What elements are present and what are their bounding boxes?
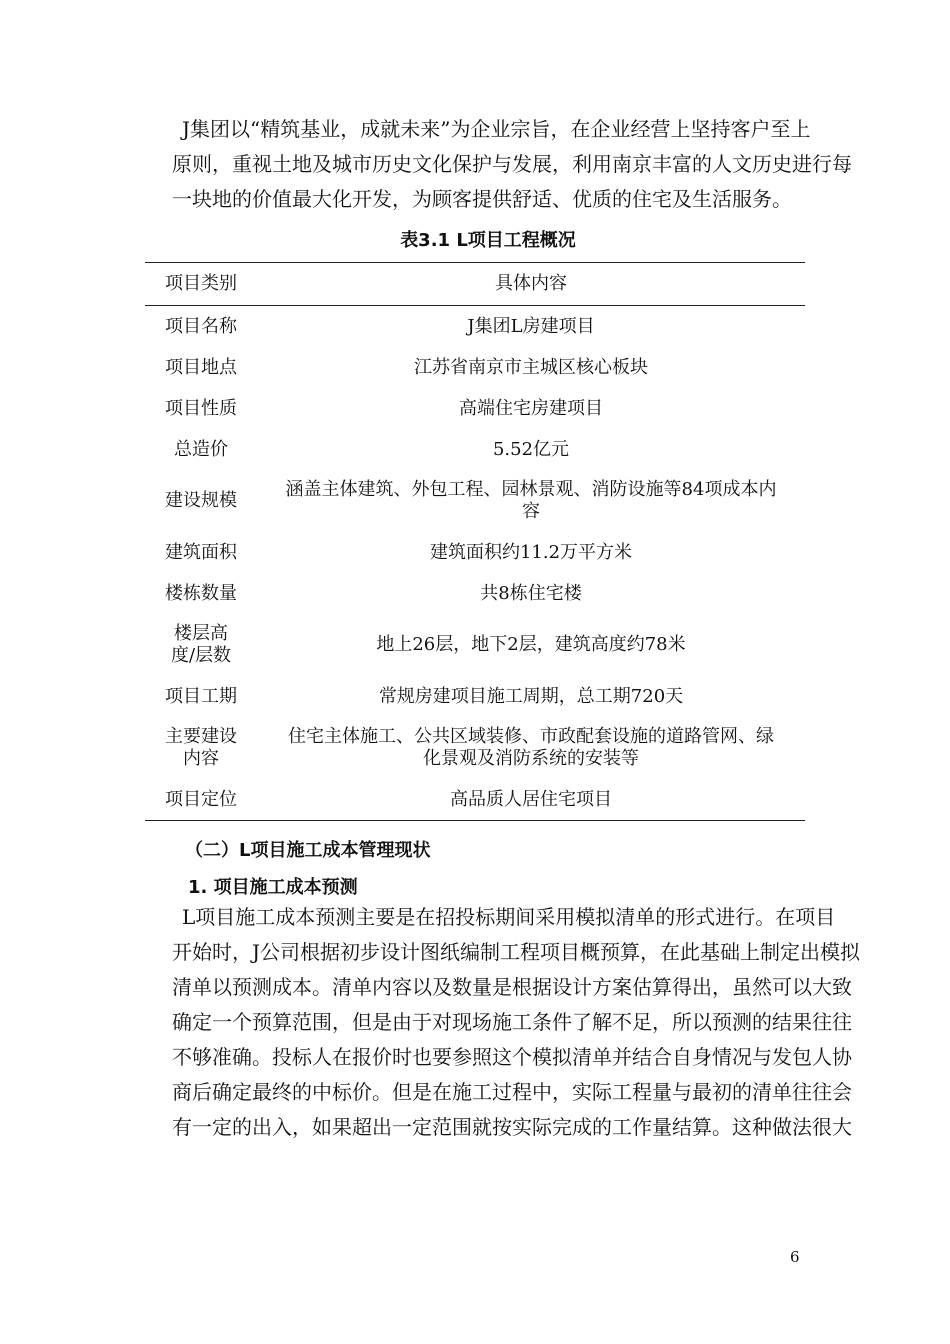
table-caption: 表3.1 L项目工程概况 <box>400 230 576 251</box>
table-bottom-rule <box>145 820 805 821</box>
row-content-line: 建筑面积约11.2万平方米 <box>429 541 633 563</box>
row-content <box>257 357 805 379</box>
row-label <box>145 789 257 811</box>
table-row <box>145 388 805 429</box>
row-label-line: 项目性质 <box>165 397 237 419</box>
body-line: L项目施工成本预测主要是在招投标期间采用模拟清单的形式进行。在项目 <box>182 905 836 929</box>
row-label-line: 建筑面积 <box>165 541 237 563</box>
header-category: 项目类别 <box>165 273 237 294</box>
table-row <box>145 614 805 676</box>
row-content <box>257 726 805 770</box>
row-label-line: 建设规模 <box>165 490 237 511</box>
table-row <box>145 717 805 779</box>
intro-paragraph <box>172 112 852 217</box>
row-content-line: 容 <box>522 501 540 522</box>
table-row <box>145 573 805 614</box>
intro-line: 原则，重视土地及城市历史文化保护与发展，利用南京丰富的人文历史进行每 <box>172 152 852 176</box>
header-content: 具体内容 <box>495 273 567 294</box>
row-label-line: 总造价 <box>174 438 228 460</box>
row-label-line: 项目工期 <box>165 685 237 707</box>
intro-line: 一块地的价值最大化开发，为顾客提供舒适、优质的住宅及生活服务。 <box>172 187 792 211</box>
row-label <box>145 583 257 605</box>
row-content <box>257 316 805 338</box>
row-content <box>257 686 805 708</box>
row-content-line: 江苏省南京市主城区核心板块 <box>414 356 648 378</box>
project-overview-table <box>145 262 805 821</box>
intro-line: J集团以“精筑基业，成就未来”为企业宗旨，在企业经营上坚持客户至上 <box>182 117 811 141</box>
row-content <box>257 583 805 605</box>
row-content-line: J集团L房建项目 <box>467 315 595 337</box>
row-content-line: 5.52亿元 <box>492 438 570 460</box>
row-content-line: 共8栋住宅楼 <box>480 582 582 604</box>
row-label <box>145 490 257 512</box>
table-row <box>145 532 805 573</box>
body-paragraph <box>172 900 861 1145</box>
table-row <box>145 779 805 820</box>
table-row <box>145 306 805 347</box>
row-content <box>257 439 805 461</box>
body-line: 商后确定最终的中标价。但是在施工过程中，实际工程量与最初的清单往往会 <box>172 1080 852 1104</box>
row-label-line: 度/层数 <box>170 645 232 666</box>
subsection-heading: 1. 项目施工成本预测 <box>188 877 358 898</box>
body-line: 开始时，J公司根据初步设计图纸编制工程项目概预算，在此基础上制定出模拟 <box>172 940 861 964</box>
body-line: 清单以预测成本。清单内容以及数量是根据设计方案估算得出，虽然可以大致 <box>172 975 852 999</box>
section-heading: （二）L项目施工成本管理现状 <box>185 840 431 861</box>
row-label <box>145 686 257 708</box>
row-content <box>257 398 805 420</box>
row-content-line: 涵盖主体建筑、外包工程、园林景观、消防设施等84项成本内 <box>285 479 777 500</box>
body-line: 确定一个预算范围，但是由于对现场施工条件了解不足，所以预测的结果往往 <box>172 1010 852 1034</box>
row-label-line: 内容 <box>183 748 219 769</box>
row-label-line: 项目地点 <box>165 356 237 378</box>
row-label-line: 主要建设 <box>165 726 237 747</box>
row-content-line: 常规房建项目施工周期，总工期720天 <box>378 685 684 707</box>
row-label-line: 项目定位 <box>165 788 237 810</box>
table-body <box>145 306 805 820</box>
table-row <box>145 676 805 717</box>
row-content-line: 住宅主体施工、公共区域装修、市政配套设施的道路管网、绿 <box>288 726 774 747</box>
row-content <box>257 789 805 811</box>
row-label <box>145 439 257 461</box>
row-label <box>145 398 257 420</box>
row-content <box>257 479 805 523</box>
row-label-line: 楼层高 <box>174 623 228 644</box>
row-label <box>145 542 257 564</box>
page-number: 6 <box>790 1248 800 1266</box>
row-label-line: 楼栋数量 <box>165 582 237 604</box>
row-content-line: 高品质人居住宅项目 <box>450 788 612 810</box>
row-label <box>145 726 257 770</box>
body-line: 不够准确。投标人在报价时也要参照这个模拟清单并结合自身情况与发包人协 <box>172 1045 852 1069</box>
body-line: 有一定的出入，如果超出一定范围就按实际完成的工作量结算。这种做法很大 <box>172 1115 852 1139</box>
table-header-row <box>145 263 805 305</box>
row-content-line: 地上26层，地下2层，建筑高度约78米 <box>376 634 686 655</box>
table-row <box>145 347 805 388</box>
row-label <box>145 357 257 379</box>
table-row <box>145 470 805 532</box>
row-content <box>257 634 805 656</box>
row-label-line: 项目名称 <box>165 315 237 337</box>
row-content-line: 高端住宅房建项目 <box>459 397 603 419</box>
row-label <box>145 316 257 338</box>
row-content-line: 化景观及消防系统的安装等 <box>423 748 639 769</box>
row-content <box>257 542 805 564</box>
row-label <box>145 623 257 667</box>
table-row <box>145 429 805 470</box>
